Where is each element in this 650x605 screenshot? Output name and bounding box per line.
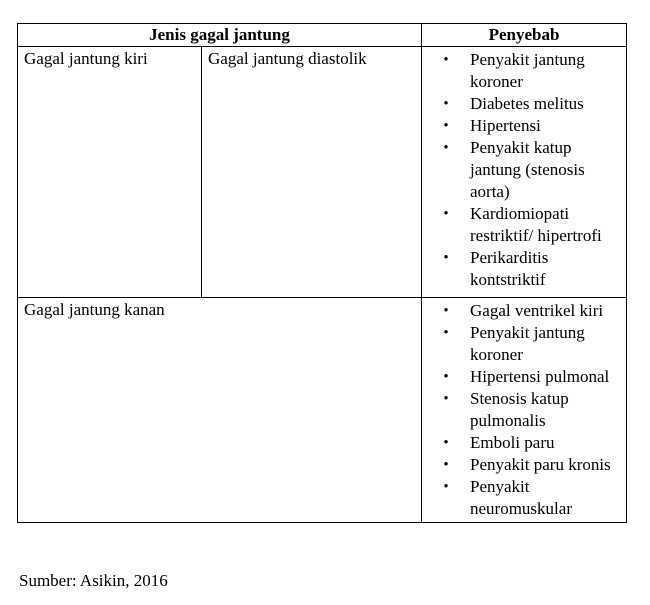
list-item	[422, 247, 626, 291]
cause-text: Penyakit neuromuskular	[470, 477, 572, 518]
bullet-icon: •	[443, 118, 449, 134]
header-cause-column: Penyebab	[422, 24, 627, 47]
cause-list-right	[422, 300, 626, 520]
cause-cell-right	[422, 298, 627, 523]
list-item	[422, 93, 626, 115]
type-cell-left: Gagal jantung kiri	[18, 47, 202, 298]
cause-text: Hipertensi	[470, 116, 541, 135]
list-item	[422, 300, 626, 322]
cause-text: Hipertensi pulmonal	[470, 367, 610, 386]
subtype-cell-diastolic: Gagal jantung diastolik	[202, 47, 422, 298]
cause-text: Penyakit katup jantung (stenosis aorta)	[470, 138, 585, 201]
list-item	[422, 115, 626, 137]
bullet-icon: •	[443, 435, 449, 451]
bullet-icon: •	[443, 391, 449, 407]
bullet-icon: •	[443, 206, 449, 222]
bullet-icon: •	[443, 140, 449, 156]
cause-text: Penyakit jantung koroner	[470, 323, 585, 364]
list-item	[422, 454, 626, 476]
bullet-icon: •	[443, 250, 449, 266]
list-item	[422, 388, 626, 432]
table-row-left-heart-failure	[18, 47, 627, 298]
cause-text: Emboli paru	[470, 433, 555, 452]
bullet-icon: •	[443, 479, 449, 495]
list-item	[422, 366, 626, 388]
bullet-icon: •	[443, 303, 449, 319]
bullet-icon: •	[443, 369, 449, 385]
list-item	[422, 49, 626, 93]
list-item	[422, 137, 626, 203]
cause-cell-left	[422, 47, 627, 298]
heart-failure-table	[17, 23, 627, 523]
type-cell-right: Gagal jantung kanan	[18, 298, 422, 523]
bullet-icon: •	[443, 96, 449, 112]
table-header-row	[18, 24, 627, 47]
cause-text: Perikarditis kontstriktif	[470, 248, 549, 289]
list-item	[422, 203, 626, 247]
table-row-right-heart-failure	[18, 298, 627, 523]
bullet-icon: •	[443, 52, 449, 68]
cause-text: Stenosis katup pulmonalis	[470, 389, 569, 430]
header-type-column: Jenis gagal jantung	[18, 24, 422, 47]
cause-text: Penyakit jantung koroner	[470, 50, 585, 91]
cause-text: Gagal ventrikel kiri	[470, 301, 604, 320]
cause-text: Diabetes melitus	[470, 94, 584, 113]
cause-text: Kardiomiopati restriktif/ hipertrofi	[470, 204, 602, 245]
list-item	[422, 322, 626, 366]
list-item	[422, 476, 626, 520]
cause-list-left	[422, 49, 626, 291]
list-item	[422, 432, 626, 454]
source-citation: Sumber: Asikin, 2016	[19, 571, 168, 590]
bullet-icon: •	[443, 325, 449, 341]
bullet-icon: •	[443, 457, 449, 473]
cause-text: Penyakit paru kronis	[470, 455, 611, 474]
